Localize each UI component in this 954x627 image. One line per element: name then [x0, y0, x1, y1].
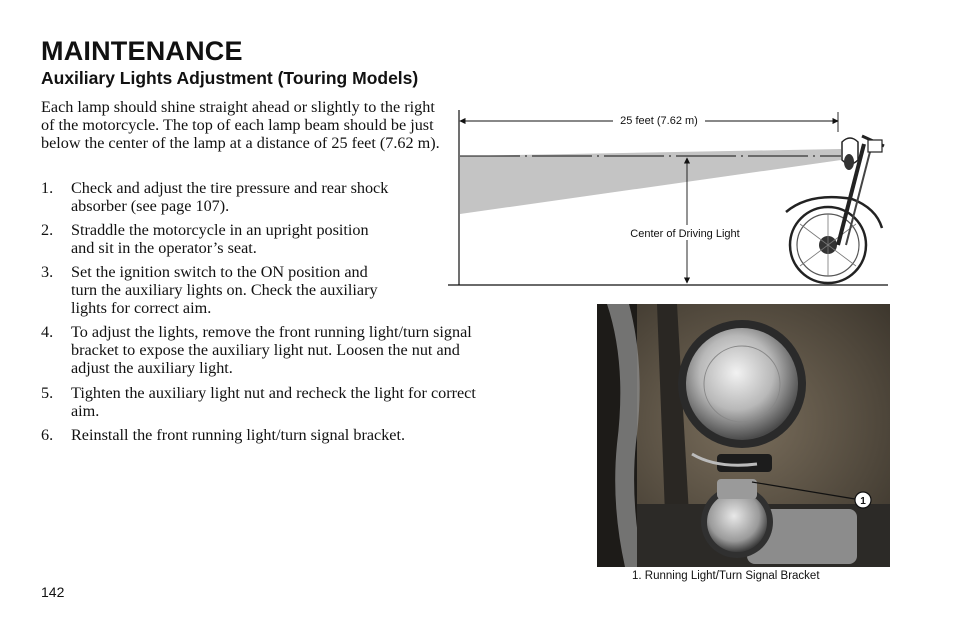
step-4-text: To adjust the lights, remove the front running light/turn signal bracket to expose the auxiliary light nut. Loosen the nut and adjust the auxiliary light.	[71, 323, 472, 378]
callout-number: 1	[860, 496, 866, 507]
light-beam	[460, 149, 841, 214]
step-3-text: Set the ignition switch to the ON position and turn the auxiliary lights on. Check the auxiliary lights for correct aim.	[71, 263, 378, 318]
distance-label: 25 feet (7.62 m)	[620, 115, 698, 127]
auxiliary-light-photo	[597, 304, 890, 567]
headlight-aim-diagram	[448, 100, 893, 292]
section-title: MAINTENANCE	[41, 36, 243, 66]
photo-caption: 1. Running Light/Turn Signal Bracket	[632, 570, 820, 582]
page-number: 142	[41, 584, 65, 600]
step-2-text: Straddle the motorcycle in an upright position and sit in the operator’s seat.	[71, 221, 369, 258]
step-5-text: Tighten the auxiliary light nut and recheck the light for correct aim.	[71, 384, 476, 421]
step-6-text: Reinstall the front running light/turn signal bracket.	[71, 426, 406, 444]
subsection-title: Auxiliary Lights Adjustment (Touring Models)	[41, 68, 419, 88]
intro-paragraph: Each lamp should shine straight ahead or slightly to the right of the motorcycle. The top of each lamp beam should be just below the center of the lamp at a distance of 25 feet (7.62 m).	[41, 98, 440, 153]
step-1-text: Check and adjust the tire pressure and rear shock absorber (see page 107).	[71, 179, 389, 216]
center-label: Center of Driving Light	[630, 228, 740, 240]
